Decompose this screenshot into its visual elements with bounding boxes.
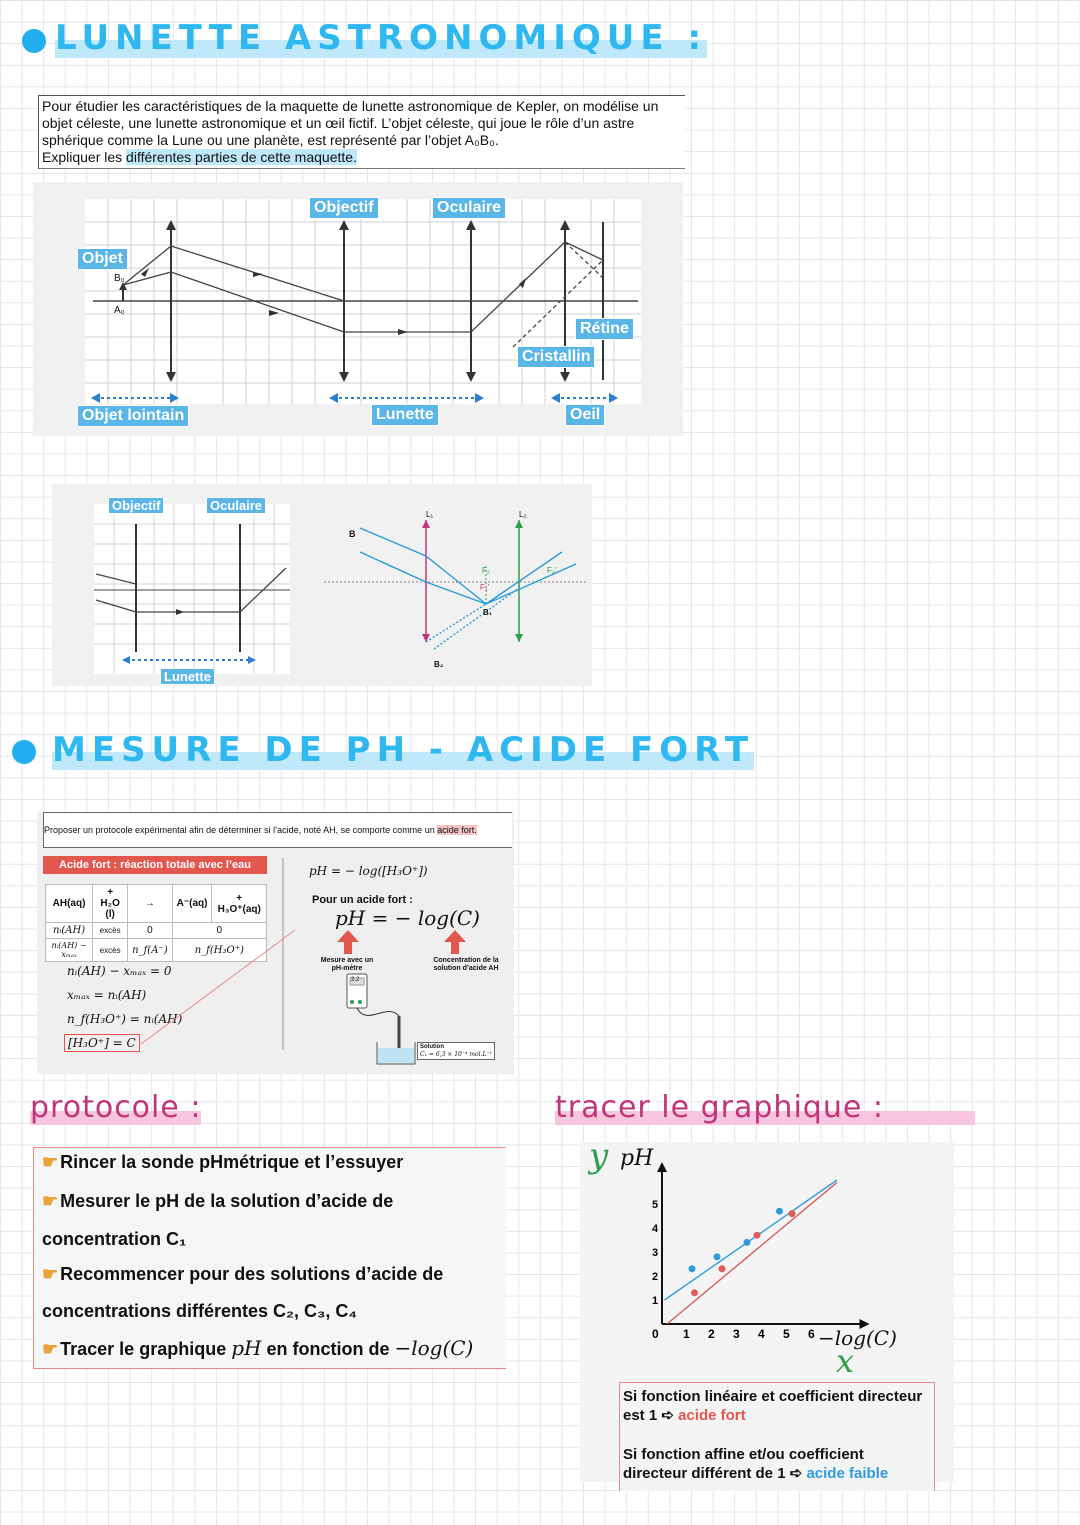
step2-text: Mesurer le pH de la solution d’acide de	[60, 1191, 394, 1211]
ray-b-label: B	[349, 529, 356, 539]
origin-label: 0	[652, 1327, 659, 1341]
eq-3: n_f(H₃O⁺) = nᵢ(AH)	[67, 1012, 183, 1026]
row1-zero-b: 0	[172, 923, 266, 939]
ray-b1-label: B₁	[483, 608, 493, 617]
step4-mid: en fonction de	[261, 1339, 395, 1359]
note1	[623, 1387, 931, 1425]
note1-result: acide fort	[678, 1407, 746, 1424]
eq-1: nᵢ(AH) − xₘₐₓ = 0	[67, 964, 172, 978]
x-tick-label: 3	[733, 1327, 740, 1341]
strong-acid-header: Acide fort : réaction totale avec l’eau	[43, 856, 267, 874]
section2-title: MESURE DE PH - ACIDE FORT	[52, 730, 755, 770]
eq-4: [H₃O⁺] = C	[64, 1034, 140, 1052]
data-point-weak	[689, 1265, 696, 1272]
reaction-h3o: + H₃O⁺(aq)	[212, 885, 267, 923]
protocole-step-4	[42, 1336, 473, 1360]
reaction-a: A⁻(aq)	[172, 885, 212, 923]
lunette-schema	[52, 484, 294, 686]
a0-label: A₀	[114, 305, 125, 316]
reaction-ah: AH(aq)	[46, 885, 93, 923]
ph-panel-lines	[37, 812, 514, 1074]
oculaire-tag: Oculaire	[432, 197, 506, 219]
ph-formula: pH = − log([H₃O⁺])	[309, 864, 428, 878]
x-axis-arrow	[860, 1319, 870, 1329]
y-tick-label: 5	[652, 1199, 659, 1211]
lunette-schema-drawing	[52, 484, 294, 686]
arrow-left-label: Mesure avec un pH-mètre	[320, 957, 374, 972]
x-tick-label: 4	[758, 1327, 765, 1341]
step4-log: −log(C)	[394, 1336, 474, 1360]
solution-title: Solution	[420, 1044, 444, 1050]
ph-question-prefix: Proposer un protocole expérimental afin de déterminer si l’acide, noté AH, se comporte comme un	[44, 825, 438, 835]
data-point-strong	[754, 1232, 761, 1239]
pointing-hand-icon: ☛	[42, 1339, 59, 1359]
reaction-arrow: →	[128, 885, 172, 923]
pointing-hand-icon: ☛	[42, 1152, 59, 1172]
section1-question	[38, 95, 685, 169]
retine-tag: Rétine	[575, 318, 634, 340]
protocole-title: protocole :	[30, 1090, 202, 1125]
protocole-step-2	[42, 1191, 393, 1212]
ray-l2-label: L₂	[519, 510, 527, 519]
schema-objectif-tag: Objectif	[108, 497, 164, 514]
y-tick-label: 2	[652, 1271, 659, 1283]
step2b-text: concentration C₁	[42, 1229, 187, 1249]
note2-prefix: Si fonction affine et/ou coefficient directeur différent de 1 ➪	[623, 1446, 864, 1482]
ray-f1p-label: F₁'	[480, 583, 490, 592]
x-tick-label: 2	[708, 1327, 715, 1341]
note2	[623, 1445, 931, 1483]
y-tick-label: 3	[652, 1247, 659, 1259]
y-hand-label: y	[589, 1136, 609, 1176]
strong-acid-label: Pour un acide fort :	[312, 894, 413, 906]
data-point-weak	[776, 1208, 783, 1215]
step1-text: Rincer la sonde pHmétrique et l’essuyer	[60, 1152, 404, 1172]
objet-tag: Objet	[77, 248, 128, 270]
trend-line-weak	[665, 1180, 838, 1300]
cristallin-tag: Cristallin	[517, 346, 595, 368]
oeil-tag: Oeil	[565, 404, 605, 426]
row2-ni-xmax: nᵢ(AH) − xₘₐₓ	[46, 939, 93, 962]
reaction-h2o: + H₂O (l)	[93, 885, 128, 923]
objectif-tag: Objectif	[309, 197, 379, 219]
ph-chart	[580, 1142, 954, 1382]
protocole-step-2b	[42, 1229, 186, 1250]
row1-zero-a: 0	[128, 923, 172, 939]
ray-b2-label: B₂	[434, 660, 444, 669]
row2-nfa: n_f(A⁻)	[128, 939, 172, 962]
arrow-right-label: Concentration de la solution d’acide AH	[433, 957, 499, 972]
solution-label	[417, 1042, 495, 1060]
telescope-drawing	[33, 182, 683, 436]
x-tick-label: 6	[808, 1327, 815, 1341]
y-axis-arrow	[657, 1162, 667, 1172]
data-point-strong	[789, 1210, 796, 1217]
step4-text: Tracer le graphique	[60, 1339, 232, 1359]
ray-f2p-label: F₂'	[547, 566, 557, 575]
telescope-diagram	[33, 182, 683, 436]
ph-formula-big: pH = − log(C)	[335, 906, 480, 930]
ray-f2-label: F₂	[482, 566, 490, 575]
protocole-step-1	[42, 1152, 403, 1173]
protocole-step-3b	[42, 1301, 357, 1322]
lunette-tag: Lunette	[371, 404, 439, 426]
y-axis-label: pH	[620, 1146, 654, 1171]
ray-diagram-drawing	[294, 484, 592, 686]
y-tick-label: 1	[652, 1295, 659, 1307]
protocole-step-3	[42, 1264, 443, 1285]
row2-nfh3o: n_f(H₃O⁺)	[172, 939, 266, 962]
step4-ph: pH	[231, 1336, 262, 1360]
step3b-text: concentrations différentes C₂, C₃, C₄	[42, 1301, 357, 1321]
row1-exces: excès	[93, 923, 128, 939]
data-point-weak	[744, 1239, 751, 1246]
row1-ni: nᵢ(AH)	[46, 923, 93, 939]
conclusion-box	[619, 1382, 935, 1491]
row2-exces: excès	[93, 939, 128, 962]
ph-meter-value: 3.2	[351, 977, 360, 983]
note2-result: acide faible	[806, 1465, 889, 1482]
pointing-hand-icon: ☛	[42, 1264, 59, 1284]
x-hand-label: x	[836, 1342, 855, 1380]
section1-title: LUNETTE ASTRONOMIQUE :	[55, 18, 708, 58]
question-prefix: Expliquer les	[42, 149, 127, 165]
solution-conc: C₁ = 6,3 × 10⁻⁴ mol.L⁻¹	[420, 1051, 493, 1058]
graph-title: tracer le graphique :	[555, 1090, 975, 1125]
x-tick-label: 1	[683, 1327, 690, 1341]
ph-panel	[37, 812, 514, 1074]
ray-l1-label: L₁	[426, 510, 434, 519]
ph-question-highlight: acide fort.	[437, 825, 477, 835]
step3-text: Recommencer pour des solutions d’acide de	[60, 1264, 444, 1284]
data-point-weak	[714, 1253, 721, 1260]
data-point-strong	[719, 1265, 726, 1272]
y-tick-label: 4	[652, 1223, 659, 1235]
title-bullet	[22, 29, 46, 53]
pointing-hand-icon: ☛	[42, 1191, 59, 1211]
question-highlight: différentes parties de cette maquette.	[126, 149, 357, 165]
objet-lointain-tag: Objet lointain	[77, 405, 189, 427]
schema-lunette-tag: Lunette	[160, 668, 215, 685]
title-bullet-2	[12, 740, 36, 764]
schema-oculaire-tag: Oculaire	[206, 497, 266, 514]
x-axis-label: −log(C)	[818, 1326, 897, 1350]
ray-diagram	[294, 484, 592, 686]
trend-line-strong	[667, 1182, 837, 1324]
question-text: Pour étudier les caractéristiques de la maquette de lunette astronomique de Kepler, on modélise un objet céleste, une lunette astronomique et un œil fictif. L’objet céleste, qui joue le rôle d’un astre sphérique comme la Lune ou une planète, est représenté par l’objet A₀B₀.	[42, 98, 659, 148]
note1-prefix: Si fonction linéaire et coefficient directeur est 1 ➪	[623, 1388, 923, 1424]
eq-2: xₘₐₓ = nᵢ(AH)	[67, 988, 147, 1002]
b0-label: B₀	[114, 273, 125, 284]
data-point-strong	[691, 1289, 698, 1296]
x-tick-label: 5	[783, 1327, 790, 1341]
